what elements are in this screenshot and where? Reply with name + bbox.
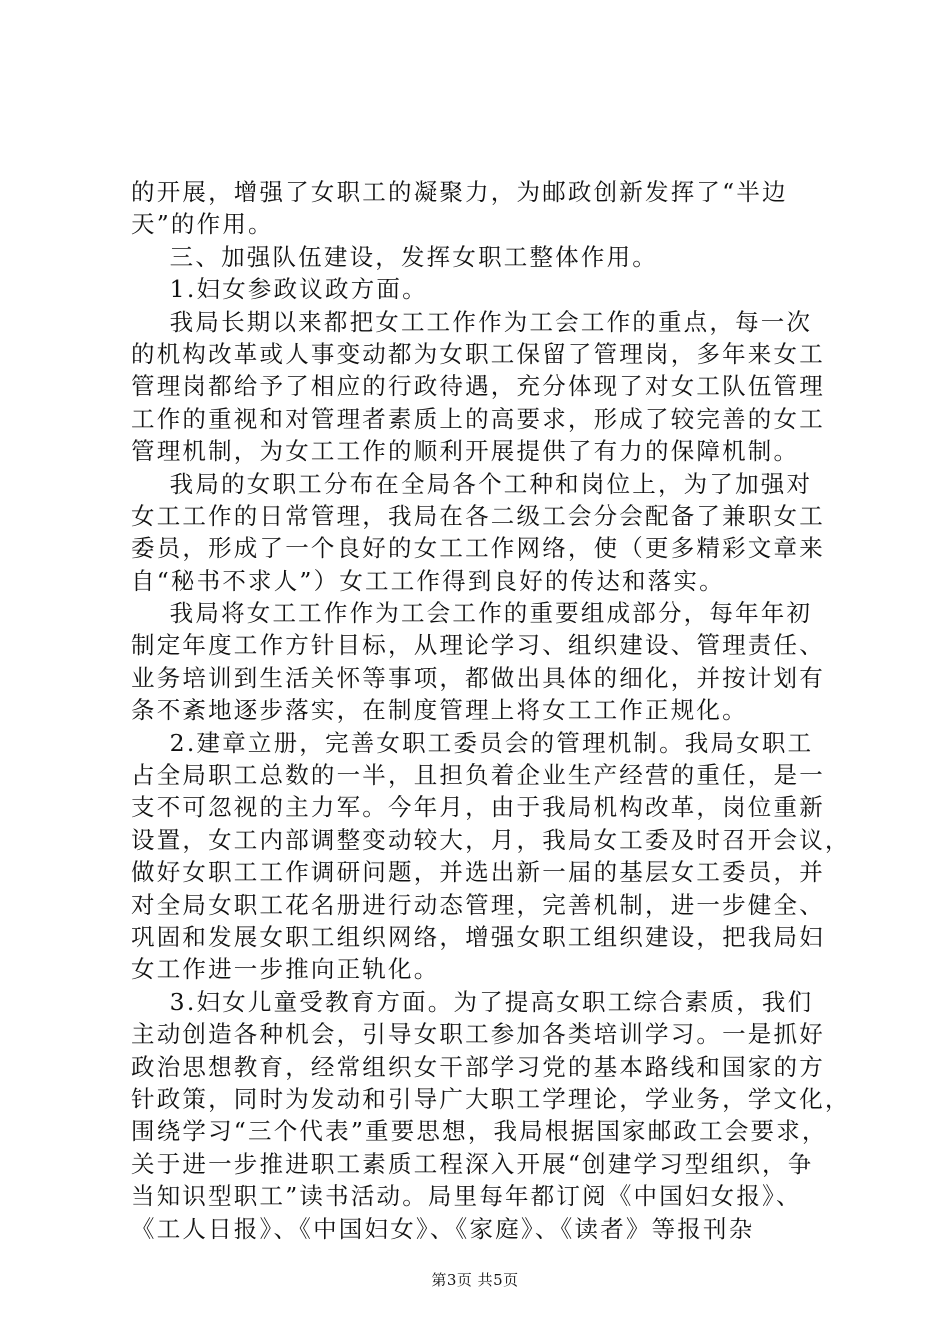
- text-line: 制定年度工作方针目标，从理论学习、组织建设、管理责任、: [131, 631, 825, 660]
- text-line: 业务培训到生活关怀等事项，都做出具体的细化，并按计划有: [131, 663, 825, 692]
- text-line: 做好女职工工作调研问题，并选出新一届的基层女工委员，并: [131, 858, 825, 887]
- text-line: 主动创造各种机会，引导女职工参加各类培训学习。一是抓好: [131, 1020, 825, 1049]
- text-line: 委员，形成了一个良好的女工工作网络，使（更多精彩文章来: [131, 534, 825, 563]
- text-line: 工作的重视和对管理者素质上的高要求，形成了较完善的女工: [131, 404, 825, 433]
- text-line: 当知识型职工”读书活动。局里每年都订阅《中国妇女报》、: [131, 1182, 802, 1211]
- text-line: 支不可忽视的主力军。今年月，由于我局机构改革，岗位重新: [131, 793, 825, 822]
- text-line: 我局长期以来都把女工工作作为工会工作的重点，每一次: [131, 307, 813, 336]
- text-line: 3.妇女儿童受教育方面。为了提高女职工综合素质，我们: [131, 987, 814, 1016]
- page-number-footer: 第3页 共5页: [431, 1271, 519, 1289]
- text-line: 天”的作用。: [131, 210, 274, 239]
- text-line: 我局的女职工分布在全局各个工种和岗位上，为了加强对: [131, 469, 813, 498]
- subsection-heading: 1.妇女参政议政方面。: [131, 275, 428, 304]
- text-line: 的机构改革或人事变动都为女职工保留了管理岗，多年来女工: [131, 339, 825, 368]
- text-line: 针政策，同时为发动和引导广大职工学理论，学业务，学文化，: [131, 1084, 851, 1113]
- text-line: 对全局女职工花名册进行动态管理，完善机制，进一步健全、: [131, 890, 825, 919]
- text-line: 女工作进一步推向正轨化。: [131, 955, 440, 984]
- text-line: 《工人日报》、《中国妇女》、《家庭》、《读者》等报刊杂: [131, 1214, 755, 1243]
- text-line: 女工工作的日常管理，我局在各二级工会分会配备了兼职女工: [131, 501, 825, 530]
- text-line: 我局将女工工作作为工会工作的重要组成部分，每年年初: [131, 599, 813, 628]
- text-line: 关于进一步推进职工素质工程深入开展“创建学习型组织，争: [131, 1149, 814, 1178]
- text-line: 设置，女工内部调整变动较大，月，我局女工委及时召开会议，: [131, 825, 851, 854]
- text-line: 围绕学习“三个代表”重要思想，我局根据国家邮政工会要求，: [131, 1117, 828, 1146]
- section-heading: 三、加强队伍建设，发挥女职工整体作用。: [131, 242, 658, 271]
- text-line: 自“秘书不求人”）女工工作得到良好的传达和落实。: [131, 566, 725, 595]
- text-line: 政治思想教育，经常组织女干部学习党的基本路线和国家的方: [131, 1052, 825, 1081]
- text-line: 管理岗都给予了相应的行政待遇，充分体现了对女工队伍管理: [131, 372, 825, 401]
- document-body: [131, 176, 851, 1245]
- text-line: 巩固和发展女职工组织网络，增强女职工组织建设，把我局妇: [131, 922, 825, 951]
- text-line: 的开展，增强了女职工的凝聚力，为邮政创新发挥了“半边: [131, 178, 788, 206]
- text-line: 2.建章立册，完善女职工委员会的管理机制。我局女职工: [131, 728, 814, 757]
- text-line: 管理机制，为女工工作的顺利开展提供了有力的保障机制。: [131, 437, 800, 466]
- text-line: 占全局职工总数的一半，且担负着企业生产经营的重任，是一: [131, 761, 825, 790]
- text-line: 条不紊地逐步落实，在制度管理上将女工工作正规化。: [131, 696, 748, 725]
